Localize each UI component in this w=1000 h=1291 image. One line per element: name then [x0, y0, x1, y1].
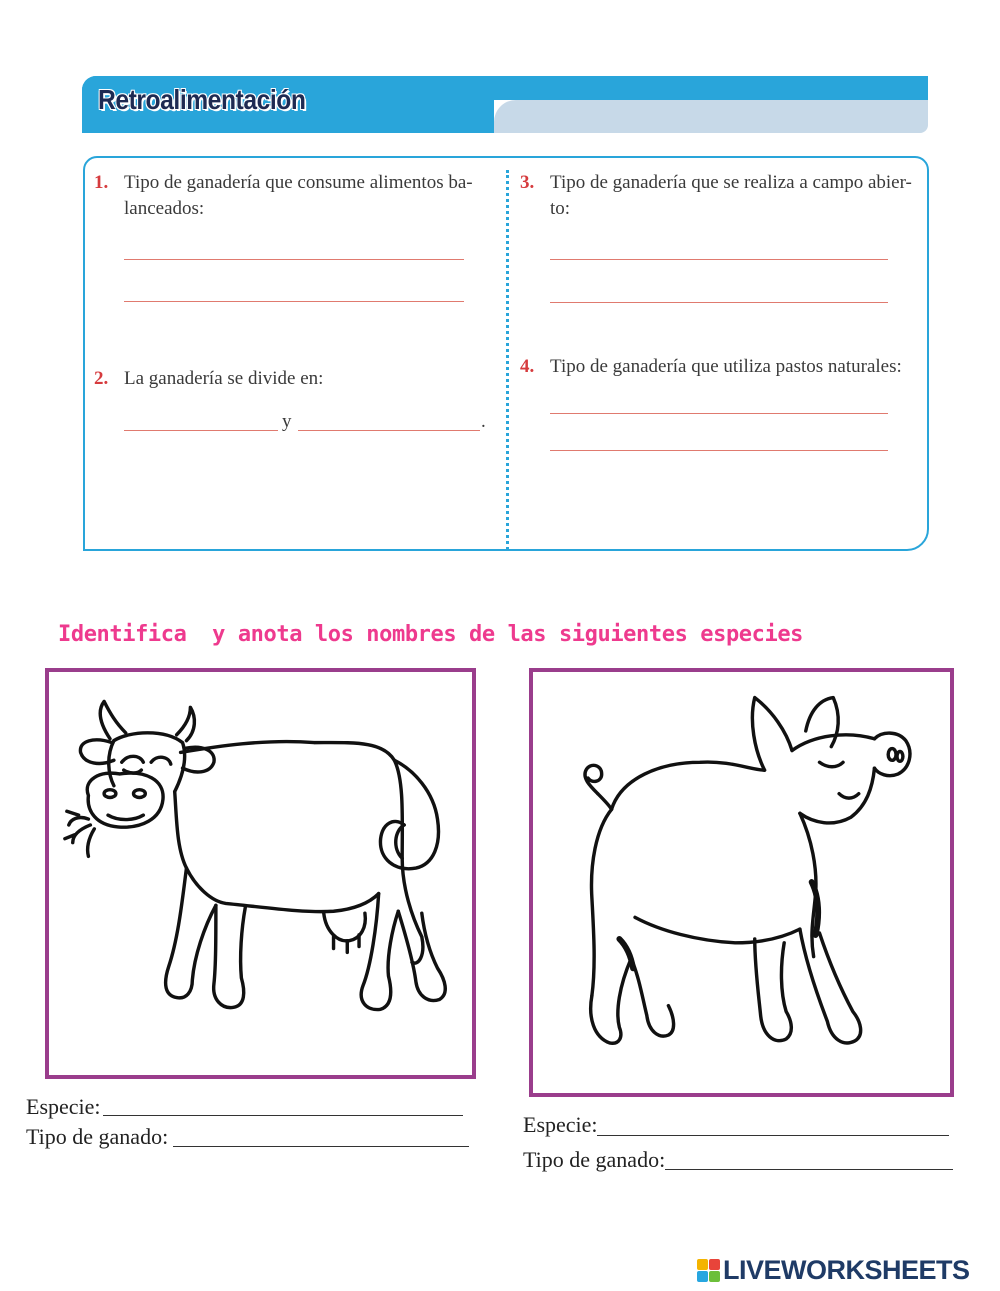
pig-image-frame	[529, 668, 954, 1097]
question-1-text-line2: lanceados:	[124, 198, 205, 219]
logo-block-red	[709, 1259, 720, 1270]
answer-line-3b[interactable]	[550, 302, 888, 303]
pig-type-answer-line[interactable]	[665, 1169, 953, 1170]
answer-line-2b[interactable]	[298, 430, 480, 431]
cow-species-label: Especie:	[26, 1094, 101, 1119]
logo-block-green	[709, 1271, 720, 1282]
cow-image-frame	[45, 668, 476, 1079]
question-3	[520, 170, 925, 222]
question-4	[520, 354, 925, 380]
cow-drawing	[49, 672, 472, 1075]
question-1	[94, 170, 499, 222]
question-2-text: La ganadería se divide en:	[124, 368, 324, 389]
pig-species-answer-line[interactable]	[597, 1135, 949, 1136]
logo-text: LIVEWORKSHEETS	[723, 1254, 970, 1285]
header-banner	[82, 76, 928, 133]
dotted-divider	[506, 170, 509, 550]
answer-line-1b[interactable]	[124, 301, 464, 302]
answer-line-4a[interactable]	[550, 413, 888, 414]
logo-blocks-icon	[697, 1259, 720, 1282]
cow-type-answer-line[interactable]	[173, 1146, 469, 1147]
page-title: Retroalimentación	[98, 84, 306, 115]
logo-block-yellow	[697, 1259, 708, 1270]
question-2-number: 2.	[94, 368, 109, 389]
banner-right-block	[494, 100, 928, 133]
logo-block-blue	[697, 1271, 708, 1282]
question-3-text-line2: to:	[550, 198, 571, 219]
question-2-connector: y	[282, 411, 292, 432]
cow-type-label: Tipo de ganado:	[26, 1124, 169, 1149]
question-4-text: Tipo de ganadería que utiliza pastos naturales:	[550, 356, 902, 377]
answer-line-4b[interactable]	[550, 450, 888, 451]
pig-type-label: Tipo de ganado:	[523, 1147, 666, 1172]
question-2	[94, 366, 499, 392]
question-3-number: 3.	[520, 172, 535, 193]
question-3-text-line1: Tipo de ganadería que se realiza a campo abier-	[550, 172, 912, 193]
answer-line-2a[interactable]	[124, 430, 278, 431]
instruction-heading: Identifica y anota los nombres de las siguientes especies	[58, 622, 804, 647]
question-4-number: 4.	[520, 356, 535, 377]
pig-drawing	[533, 672, 950, 1093]
answer-line-1a[interactable]	[124, 259, 464, 260]
question-2-end: .	[481, 411, 486, 432]
question-1-number: 1.	[94, 172, 109, 193]
cow-species-answer-line[interactable]	[103, 1115, 463, 1116]
pig-species-label: Especie:	[523, 1112, 598, 1137]
answer-line-3a[interactable]	[550, 259, 888, 260]
question-1-text-line1: Tipo de ganadería que consume alimentos ba-	[124, 172, 473, 193]
liveworksheets-logo	[697, 1253, 970, 1287]
